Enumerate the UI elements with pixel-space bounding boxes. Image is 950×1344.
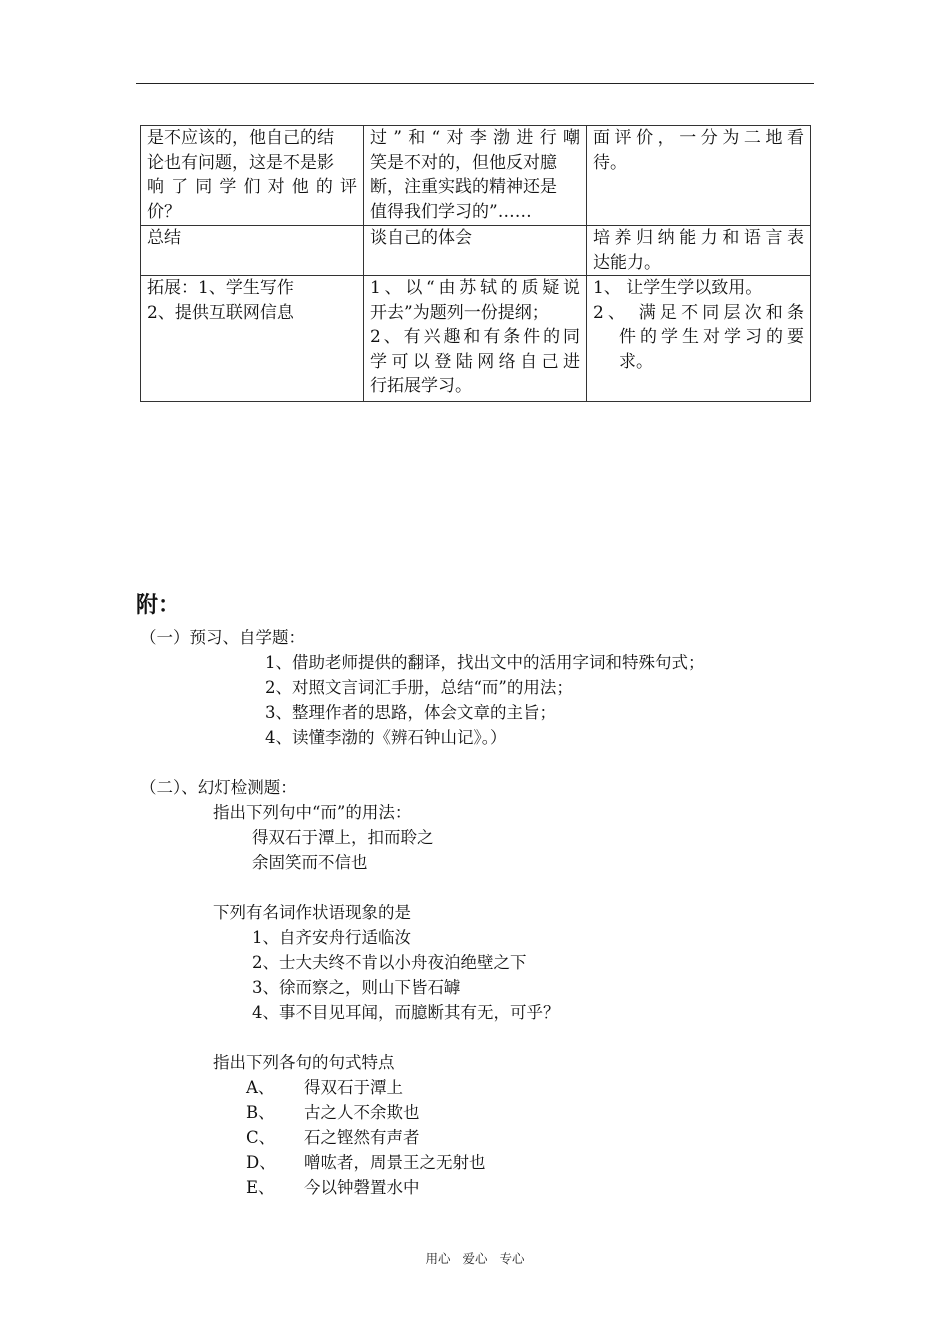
cell-text: 笑是不对的，但他反对臆 — [370, 152, 557, 173]
cell-text: 求。 — [619, 351, 653, 372]
cell-text: 响了同学们对他的评 — [147, 177, 357, 197]
question-prompt: 指出下列句中“而”的用法： — [213, 803, 412, 822]
cell-text: 开去”为题列一份提纲； — [370, 302, 549, 323]
list-item: 3、整理作者的思路，体会文章的主旨； — [265, 703, 556, 722]
list-item: 4、事不目见耳闻，而臆断其有无，可乎？ — [252, 1003, 560, 1022]
cell-text: 过”和“对李渤进行嘲 — [370, 128, 580, 148]
list-item — [246, 1127, 420, 1149]
cell-text: 论也有问题，这是不是影 — [147, 152, 334, 173]
cell-text: 价？ — [147, 201, 181, 222]
table-cell — [587, 276, 811, 402]
page-footer: 用心 爱心 专心 — [425, 1251, 525, 1266]
option-text: 石之铿然有声者 — [304, 1128, 420, 1147]
table-cell — [141, 126, 364, 226]
appendix-title: 附： — [136, 593, 181, 618]
list-item — [246, 1077, 403, 1099]
table-row — [141, 226, 811, 276]
cell-text: 2、提供互联网信息 — [147, 302, 294, 323]
lesson-plan-table — [140, 125, 811, 402]
question-prompt: 下列有名词作状语现象的是 — [213, 903, 411, 922]
list-item — [246, 1177, 420, 1199]
table-row — [141, 126, 811, 226]
cell-text: 总结 — [147, 228, 181, 248]
cell-text: 谈自己的体会 — [370, 228, 472, 248]
cell-text: 培养归纳能力和语言表 — [593, 228, 804, 248]
cell-text: 行拓展学习。 — [370, 376, 472, 396]
list-item: 1、借助老师提供的翻译，找出文中的活用字词和特殊句式； — [265, 653, 705, 672]
cell-text: 2、有兴趣和有条件的同 — [370, 327, 580, 347]
section-heading: （二）、幻灯检测题： — [140, 778, 297, 797]
cell-text: 断，注重实践的精神还是 — [370, 177, 557, 197]
cell-text: 2、 满足不同层次和条 — [593, 302, 804, 323]
list-item: 得双石于潭上，扣而聆之 — [252, 828, 434, 847]
option-text: 噌吰者，周景王之无射也 — [304, 1153, 486, 1172]
section-heading: （一）预习、自学题： — [140, 628, 305, 647]
table-cell — [364, 276, 587, 402]
question-prompt: 指出下列各句的句式特点 — [213, 1053, 395, 1072]
cell-text: 1、 让学生学以致用。 — [593, 278, 763, 298]
option-mark: C、 — [246, 1128, 276, 1147]
option-text: 古之人不余欺也 — [304, 1103, 420, 1122]
cell-text: 值得我们学习的”…… — [370, 201, 532, 222]
option-mark: D、 — [246, 1153, 276, 1172]
list-item: 1、自齐安舟行适临汝 — [252, 928, 411, 947]
cell-text: 是不应该的，他自己的结 — [147, 128, 334, 148]
list-item: 4、读懂李渤的《辨石钟山记》。） — [265, 728, 507, 747]
list-item — [246, 1152, 486, 1174]
list-item: 2、士大夫终不肯以小舟夜泊绝壁之下 — [252, 953, 527, 972]
list-item: 余固笑而不信也 — [252, 853, 368, 872]
table-row — [141, 276, 811, 402]
cell-text: 1、以“由苏轼的质疑说 — [370, 278, 580, 298]
option-text: 今以钟磬置水中 — [304, 1178, 420, 1197]
cell-text: 拓展：1、学生写作 — [147, 278, 294, 298]
table-cell — [364, 126, 587, 226]
list-item — [246, 1102, 420, 1124]
table-cell — [587, 126, 811, 226]
table-cell — [587, 226, 811, 276]
cell-text: 达能力。 — [593, 252, 661, 273]
option-text: 得双石于潭上 — [304, 1078, 403, 1097]
table-cell — [141, 276, 364, 402]
cell-text: 学可以登陆网络自己进 — [370, 351, 580, 372]
header-rule — [136, 83, 814, 84]
list-item: 2、对照文言词汇手册，总结“而”的用法； — [265, 678, 573, 697]
option-mark: B、 — [246, 1103, 275, 1122]
table-cell — [364, 226, 587, 276]
table-cell — [141, 226, 364, 276]
cell-text: 待。 — [593, 152, 627, 173]
option-mark: A、 — [246, 1078, 275, 1097]
cell-text: 面评价，一分为二地看 — [593, 128, 804, 148]
option-mark: E、 — [246, 1178, 275, 1197]
cell-text: 件的学生对学习的要 — [619, 327, 804, 347]
list-item: 3、徐而察之，则山下皆石罅 — [252, 978, 461, 997]
